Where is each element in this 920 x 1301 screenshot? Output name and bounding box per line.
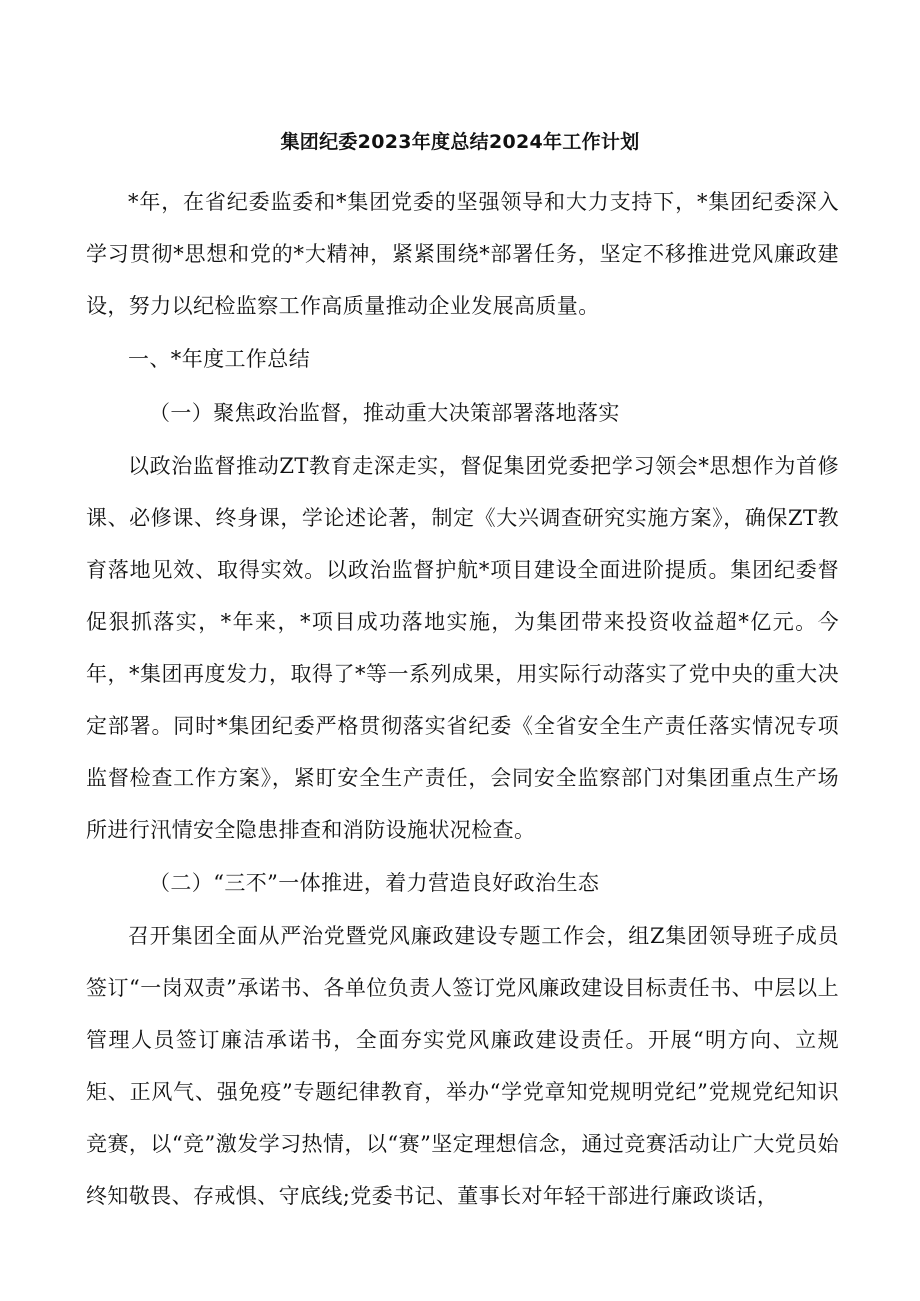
document-title: 集团纪委2023年度总结2024年工作计划	[280, 131, 640, 153]
subsection-heading-1: （一）聚焦政治监督，推动重大决策部署落地落实	[149, 401, 620, 425]
subsection-paragraph-2: 召开集团全面从严治党暨党风廉政建设专题工作会，组Z集团领导班子成员签订“一岗双责”承诺书、各单位负责人签订党风廉政建设目标责任书、中层以上管理人员签订廉洁承诺书，全面夯实党风廉政建设责任。开展“明方向、立规矩、正风气、强免疫”专题纪律教育，举办“学党章知党规明党纪”党规党纪知识竞赛，以“竞”激发学习热情，以“赛”坚定理想信念，通过竞赛活动让广大党员始终知敬畏、存戒惧、守底线;党委书记、董事长对年轻干部进行廉政谈话，	[86, 924, 839, 1208]
subsection-heading-2: （二）“三不”一体推进，着力营造良好政治生态	[149, 871, 600, 895]
subsection-paragraph-1: 以政治监督推动ZT教育走深走实，督促集团党委把学习领会*思想作为首修课、必修课、终身课，学论述论著，制定《大兴调查研究实施方案》，确保ZT教育落地见效、取得实效。以政治监督护航*项目建设全面进阶提质。集团纪委督促狠抓落实，*年来，*项目成功落地实施，为集团带来投资收益超*亿元。今年，*集团再度发力，取得了*等一系列成果，用实际行动落实了党中央的重大决定部署。同时*集团纪委严格贯彻落实省纪委《全省安全生产责任落实情况专项监督检查工作方案》，紧盯安全生产责任，会同安全监察部门对集团重点生产场所进行汛情安全隐患排查和消防设施状况检查。	[86, 454, 839, 842]
section-heading: 一、*年度工作总结	[128, 347, 311, 371]
document-body	[86, 176, 839, 1222]
intro-paragraph: *年，在省纪委监委和*集团党委的坚强领导和大力支持下，*集团纪委深入学习贯彻*思想和党的*大精神，紧紧围绕*部署任务，坚定不移推进党风廉政建设，努力以纪检监察工作高质量推动企业发展高质量。	[86, 190, 839, 318]
